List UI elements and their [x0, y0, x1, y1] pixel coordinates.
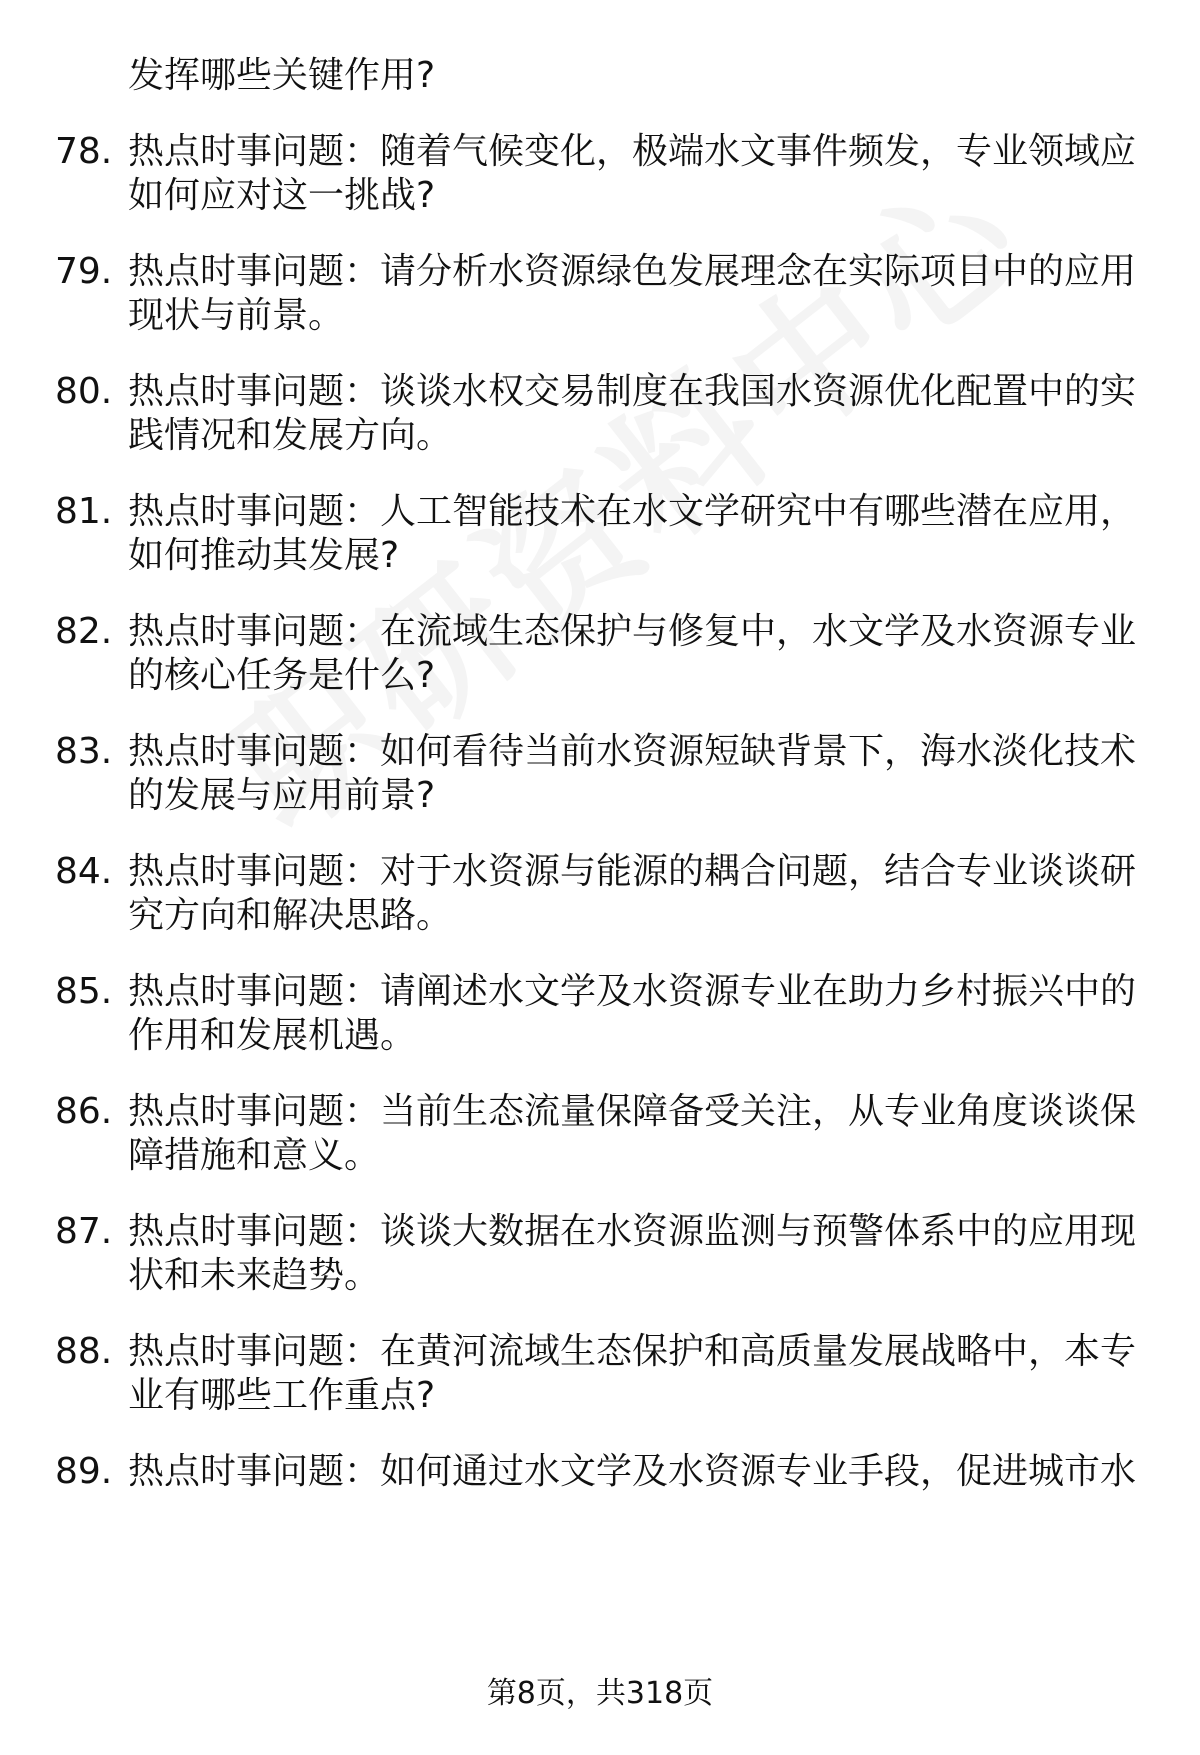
- item-number: 86.: [55, 1091, 113, 1132]
- item-text-line1: 热点时事问题：在黄河流域生态保护和高质量发展战略中，本专: [128, 1331, 1137, 1372]
- item-text-line1: 热点时事问题：对于水资源与能源的耦合问题，结合专业谈谈研: [128, 851, 1137, 892]
- item-text-line1: 热点时事问题：请分析水资源绿色发展理念在实际项目中的应用: [128, 251, 1137, 292]
- item-text-line1: 热点时事问题：人工智能技术在水文学研究中有哪些潜在应用，: [128, 491, 1137, 532]
- item-text-line1: 热点时事问题：谈谈水权交易制度在我国水资源优化配置中的实: [128, 371, 1137, 412]
- item-text-line2: 如何推动其发展?: [128, 535, 400, 576]
- item-text-line2: 业有哪些工作重点?: [128, 1375, 436, 1416]
- item-text-line2: 践情况和发展方向。: [128, 415, 453, 456]
- item-text-line1: 热点时事问题：如何通过水文学及水资源专业手段，促进城市水: [128, 1451, 1137, 1492]
- item-text-line1: 热点时事问题：请阐述水文学及水资源专业在助力乡村振兴中的: [128, 971, 1137, 1012]
- item-text-line1: 热点时事问题：当前生态流量保障备受关注，从专业角度谈谈保: [128, 1091, 1137, 1132]
- item-text-line1: 热点时事问题：在流域生态保护与修复中，水文学及水资源专业: [128, 611, 1137, 652]
- item-text-line1: 热点时事问题：如何看待当前水资源短缺背景下，海水淡化技术: [128, 731, 1137, 772]
- item-number: 84.: [55, 851, 113, 892]
- item-text-line1: 热点时事问题：谈谈大数据在水资源监测与预警体系中的应用现: [128, 1211, 1137, 1252]
- item-text-line2: 的发展与应用前景?: [128, 775, 436, 816]
- item-text-line2: 的核心任务是什么?: [128, 655, 436, 696]
- item-text-line2: 状和未来趋势。: [128, 1255, 381, 1296]
- item-number: 78.: [55, 131, 113, 172]
- item-number: 80.: [55, 371, 113, 412]
- item-number: 87.: [55, 1211, 113, 1252]
- item-number: 88.: [55, 1331, 113, 1372]
- item-number: 85.: [55, 971, 113, 1012]
- item-text-line2: 现状与前景。: [128, 295, 345, 336]
- item-text-line2: 究方向和解决思路。: [128, 895, 453, 936]
- item-number: 82.: [55, 611, 113, 652]
- item-text-line2: 障措施和意义。: [128, 1135, 381, 1176]
- item-text-line1: 热点时事问题：随着气候变化，极端水文事件频发，专业领域应: [128, 131, 1137, 172]
- item-text-line2: 如何应对这一挑战?: [128, 175, 436, 216]
- item-number: 79.: [55, 251, 113, 292]
- item-number: 89.: [55, 1451, 113, 1492]
- item-number: 81.: [55, 491, 113, 532]
- page-footer: 第8页，共318页: [486, 1676, 714, 1711]
- item-number: 83.: [55, 731, 113, 772]
- item-text-line2: 作用和发展机遇。: [128, 1015, 417, 1056]
- continuation-line: 发挥哪些关键作用?: [128, 55, 436, 96]
